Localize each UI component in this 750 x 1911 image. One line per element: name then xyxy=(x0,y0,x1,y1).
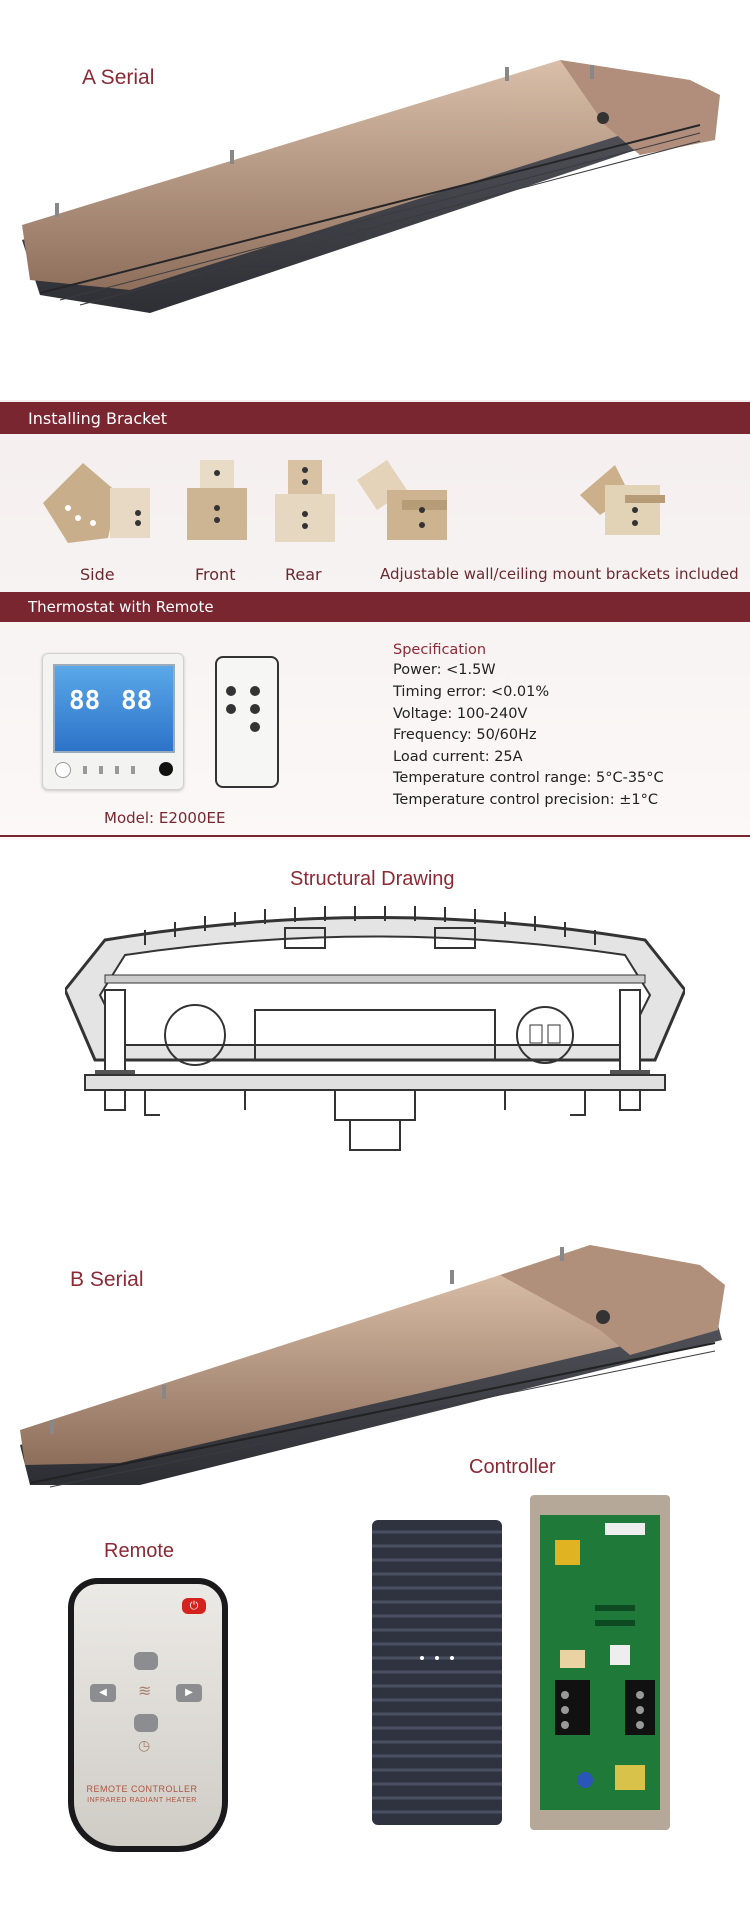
remote-button-4[interactable] xyxy=(250,704,260,714)
bracket-front-image xyxy=(182,458,252,548)
spec-title: Specification xyxy=(393,642,487,658)
thermostat-button-2[interactable] xyxy=(99,766,103,774)
thermostat-model: Model: E2000EE xyxy=(104,809,226,827)
thermostat-device xyxy=(42,653,184,790)
thermostat-display-right: 88 xyxy=(121,686,153,716)
bracket-side-image xyxy=(38,458,158,548)
remote-button-5[interactable] xyxy=(250,722,260,732)
thermostat-button-1[interactable] xyxy=(83,766,87,774)
remote-heat-icon: ≋ xyxy=(138,1683,152,1700)
spec-line-range: Temperature control range: 5°C-35°C xyxy=(393,770,664,786)
remote-brand-line1: REMOTE CONTROLLER xyxy=(86,1784,198,1794)
thermostat-header-label: Thermostat with Remote xyxy=(28,598,214,616)
controller-heatsink-image xyxy=(372,1520,502,1825)
controller-pcb-image xyxy=(525,1495,675,1830)
thermostat-power-button[interactable] xyxy=(55,762,71,778)
thermostat-buttons xyxy=(55,762,173,776)
structural-drawing xyxy=(65,900,685,1160)
thermostat-remote xyxy=(215,656,279,788)
b-serial-heater-image xyxy=(0,1235,750,1495)
remote-down-button[interactable] xyxy=(134,1714,158,1732)
remote-left-button[interactable]: ◀ xyxy=(90,1684,116,1702)
bracket-adjustable-image-2 xyxy=(570,455,680,550)
bracket-label-side: Side xyxy=(80,565,115,584)
thermostat-display-left: 88 xyxy=(69,686,101,716)
remote-button-1[interactable] xyxy=(226,686,236,696)
spec-line-power: Power: <1.5W xyxy=(393,662,496,678)
thermostat-button-5[interactable] xyxy=(159,762,173,776)
remote-control xyxy=(68,1578,228,1852)
remote-up-button[interactable] xyxy=(134,1652,158,1670)
spec-line-load: Load current: 25A xyxy=(393,749,523,765)
thermostat-header xyxy=(0,592,750,622)
remote-power-button[interactable]: ⏻ xyxy=(182,1598,206,1614)
spec-line-frequency: Frequency: 50/60Hz xyxy=(393,727,537,743)
a-serial-title: A Serial xyxy=(82,66,155,89)
thermostat-screen xyxy=(53,664,175,753)
remote-timer-icon: ◷ xyxy=(138,1737,151,1753)
remote-button-3[interactable] xyxy=(226,704,236,714)
thermostat-button-4[interactable] xyxy=(131,766,135,774)
spec-line-voltage: Voltage: 100-240V xyxy=(393,706,528,722)
spec-line-precision: Temperature control precision: ±1°C xyxy=(393,792,658,808)
spec-line-timing: Timing error: <0.01% xyxy=(393,684,550,700)
bracket-label-rear: Rear xyxy=(285,565,322,584)
bracket-label-front: Front xyxy=(195,565,236,584)
thermostat-button-3[interactable] xyxy=(115,766,119,774)
a-serial-heater-image xyxy=(0,55,750,325)
remote-button-2[interactable] xyxy=(250,686,260,696)
structural-title: Structural Drawing xyxy=(290,868,455,890)
b-serial-title: B Serial xyxy=(70,1268,144,1291)
installing-header xyxy=(0,402,750,434)
bracket-rear-image xyxy=(270,458,340,548)
bracket-adjustable-image-1 xyxy=(352,455,462,550)
remote-right-button[interactable]: ▶ xyxy=(176,1684,202,1702)
controller-title: Controller xyxy=(469,1456,556,1478)
remote-title: Remote xyxy=(104,1540,175,1562)
thermostat-bottom-rule xyxy=(0,835,750,837)
remote-brand-line2: INFRARED RADIANT HEATER xyxy=(87,1797,197,1804)
installing-header-label: Installing Bracket xyxy=(28,409,167,428)
bracket-label-adjustable: Adjustable wall/ceiling mount brackets included xyxy=(380,565,739,583)
